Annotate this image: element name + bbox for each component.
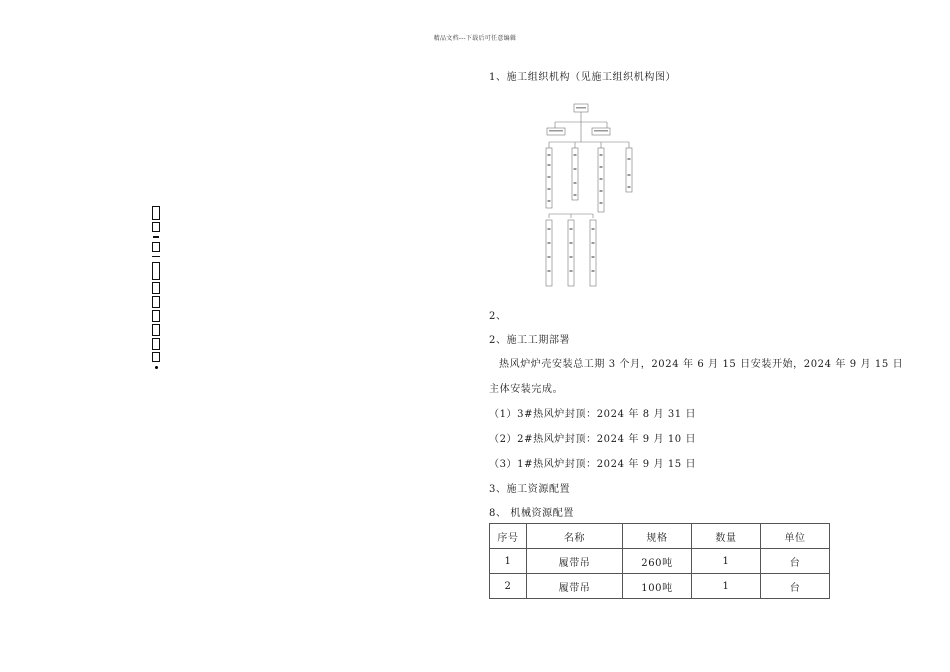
table-cell: 台 bbox=[761, 574, 830, 599]
table-cell: 100吨 bbox=[623, 574, 692, 599]
org-chart bbox=[489, 98, 689, 318]
table-row bbox=[490, 574, 830, 599]
table-cell: 履带吊 bbox=[527, 549, 623, 574]
table-header-cell: 规格 bbox=[623, 524, 692, 549]
section-8-title: 8、 机械资源配置 bbox=[489, 508, 574, 519]
org-chart-drawing bbox=[489, 98, 689, 318]
table-cell: 1 bbox=[692, 549, 761, 574]
table-header-cell: 数量 bbox=[692, 524, 761, 549]
table-cell: 2 bbox=[490, 574, 527, 599]
table-cell: 台 bbox=[761, 549, 830, 574]
table-header-cell: 序号 bbox=[490, 524, 527, 549]
header-note: 精品文档---下载后可任意编辑 bbox=[433, 35, 517, 42]
schedule-paragraph-line-2: 主体安装完成。 bbox=[489, 384, 564, 395]
milestone-item-3: （3）1#热风炉封顶：2024 年 9 月 15 日 bbox=[489, 459, 697, 470]
section-3-title: 3、施工资源配置 bbox=[489, 484, 571, 495]
table-cell: 1 bbox=[692, 574, 761, 599]
schedule-paragraph-line-1: 热风炉炉壳安装总工期 3 个月，2024 年 6 月 15 日安装开始，2024 年 9 月 15 日 bbox=[499, 359, 904, 370]
table-cell: 260吨 bbox=[623, 549, 692, 574]
table-cell: 履带吊 bbox=[527, 574, 623, 599]
machine-resource-table bbox=[489, 523, 830, 599]
section-2-stub: 2、 bbox=[489, 311, 507, 322]
side-fragment bbox=[152, 206, 166, 376]
milestone-item-1: （1）3#热风炉封顶：2024 年 8 月 31 日 bbox=[489, 409, 697, 420]
section-1-title: 1、施工组织机构（见施工组织机构图） bbox=[489, 72, 677, 83]
table-row bbox=[490, 549, 830, 574]
section-2-title: 2、施工工期部署 bbox=[489, 335, 571, 346]
table-header-cell: 单位 bbox=[761, 524, 830, 549]
table-header-row bbox=[490, 524, 830, 549]
table-header-cell: 名称 bbox=[527, 524, 623, 549]
table-cell: 1 bbox=[490, 549, 527, 574]
milestone-item-2: （2）2#热风炉封顶：2024 年 9 月 10 日 bbox=[489, 434, 697, 445]
